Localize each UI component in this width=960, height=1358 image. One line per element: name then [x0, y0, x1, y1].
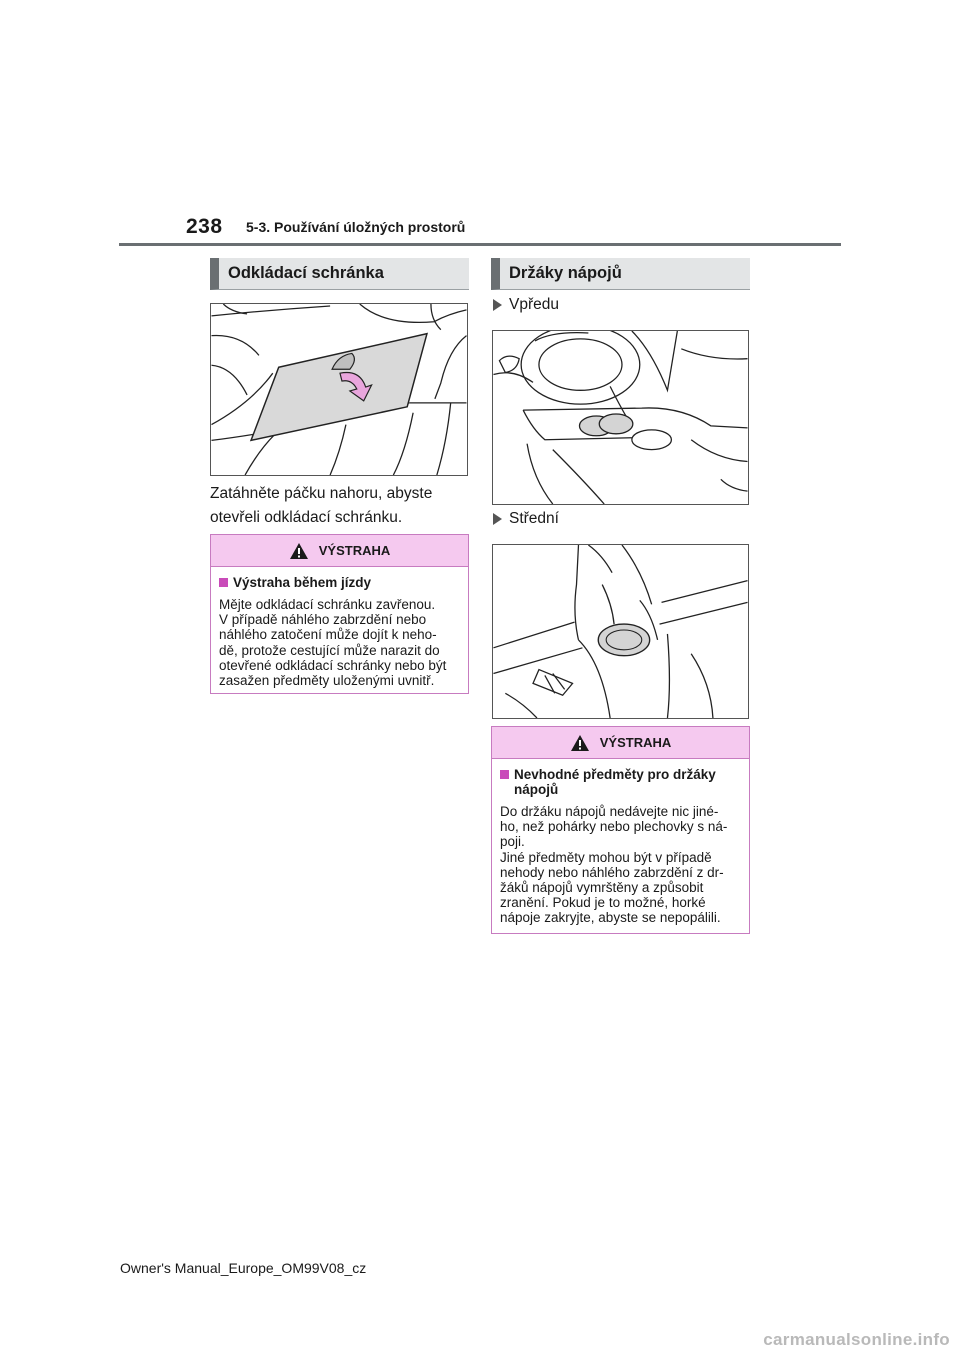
warning-box-glovebox: [210, 534, 469, 694]
header-rule: [119, 243, 841, 246]
warning-header: [211, 535, 468, 567]
page-number: 238: [186, 215, 223, 238]
glovebox-illustration: [211, 304, 467, 475]
front-cupholder-figure: [492, 330, 749, 505]
center-cupholder-illustration: [493, 545, 748, 718]
center-cupholder-figure: [492, 544, 749, 719]
square-bullet-icon: [219, 578, 228, 587]
cup-wells: [579, 414, 632, 436]
center-label: Střední: [493, 510, 559, 528]
square-bullet-icon: [500, 770, 509, 779]
warning-subheading: Výstraha během jízdy: [219, 575, 460, 590]
caption-line-1: Zatáhněte páčku nahoru, abyste: [210, 485, 433, 502]
warning-header: [492, 727, 749, 759]
glovebox-figure: [210, 303, 468, 476]
warning-subheading: Nevhodné předměty pro držáky nápojů: [500, 767, 741, 797]
triangle-bullet-icon: [493, 299, 502, 311]
warning-triangle-icon: [289, 542, 309, 560]
warning-text: Do držáku nápojů nedávejte nic jiné- ho, než pohárky nebo plechovky s ná- poji. Jiné předměty mohou být v případě nehody nebo náhlého zabrzdění z dr- žáků nápojů vymrštěny a způsobit zranění. Pokud je to možné, horké nápoje zakryjte, abyste se nepopálili.: [500, 804, 728, 926]
front-cupholder-illustration: [493, 331, 748, 504]
warning-body: [492, 759, 749, 936]
glovebox-door: [251, 334, 427, 441]
warning-title: VÝSTRAHA: [318, 543, 391, 558]
glovebox-caption: [210, 482, 468, 530]
cupholders-heading: Držáky nápojů: [491, 258, 750, 290]
manual-id: Owner's Manual_Europe_OM99V08_cz: [120, 1260, 367, 1276]
caption-line-2: otevřeli odkládací schránku.: [210, 509, 403, 526]
warning-text: Mějte odkládací schránku zavřenou. V případě náhlého zabrzdění nebo náhlého zatočení může dojít k neho- dě, protože cestující může narazit do otevřené odkládací schránky nebo být zasažen předměty uloženými uvnitř.: [219, 597, 447, 689]
warning-body: [211, 567, 468, 698]
glovebox-heading: Odkládací schránka: [210, 258, 469, 290]
warning-title: VÝSTRAHA: [599, 735, 672, 750]
warning-box-cupholders: [491, 726, 750, 934]
warning-triangle-icon: [570, 734, 590, 752]
section-title: 5-3. Používání úložných prostorů: [246, 219, 466, 235]
watermark: carmanualsonline.info: [763, 1330, 950, 1349]
front-label: Vpředu: [493, 296, 559, 314]
triangle-bullet-icon: [493, 513, 502, 525]
